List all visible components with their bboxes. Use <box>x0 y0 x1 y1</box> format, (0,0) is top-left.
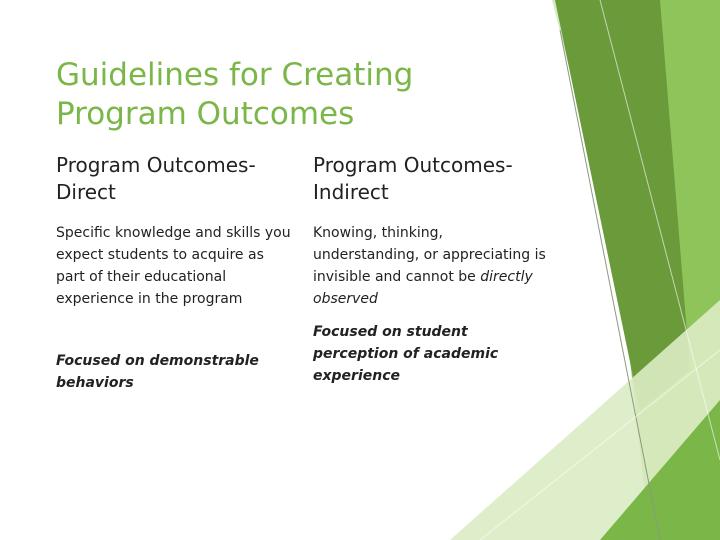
direct-outcomes-description: Specific knowledge and skills you expect students to acquire as part of their educational experience in the program <box>56 225 291 307</box>
indirect-outcomes-emphasis: directly observed <box>313 269 533 307</box>
slide-title: Guidelines for Creating Program Outcomes <box>56 57 414 132</box>
direct-outcomes-focus: Focused on demonstrable behaviors <box>56 353 259 391</box>
direct-outcomes-heading: Program Outcomes-Direct <box>56 153 256 204</box>
indirect-outcomes-column <box>313 152 553 387</box>
direct-outcomes-column <box>56 152 296 394</box>
indirect-outcomes-heading: Program Outcomes-Indirect <box>313 153 513 204</box>
indirect-outcomes-focus: Focused on student perception of academic experience <box>313 324 499 384</box>
indirect-outcomes-description <box>313 222 553 310</box>
indirect-outcomes-description-text: Knowing, thinking, understanding, or appreciating is invisible and cannot be <box>313 225 546 285</box>
